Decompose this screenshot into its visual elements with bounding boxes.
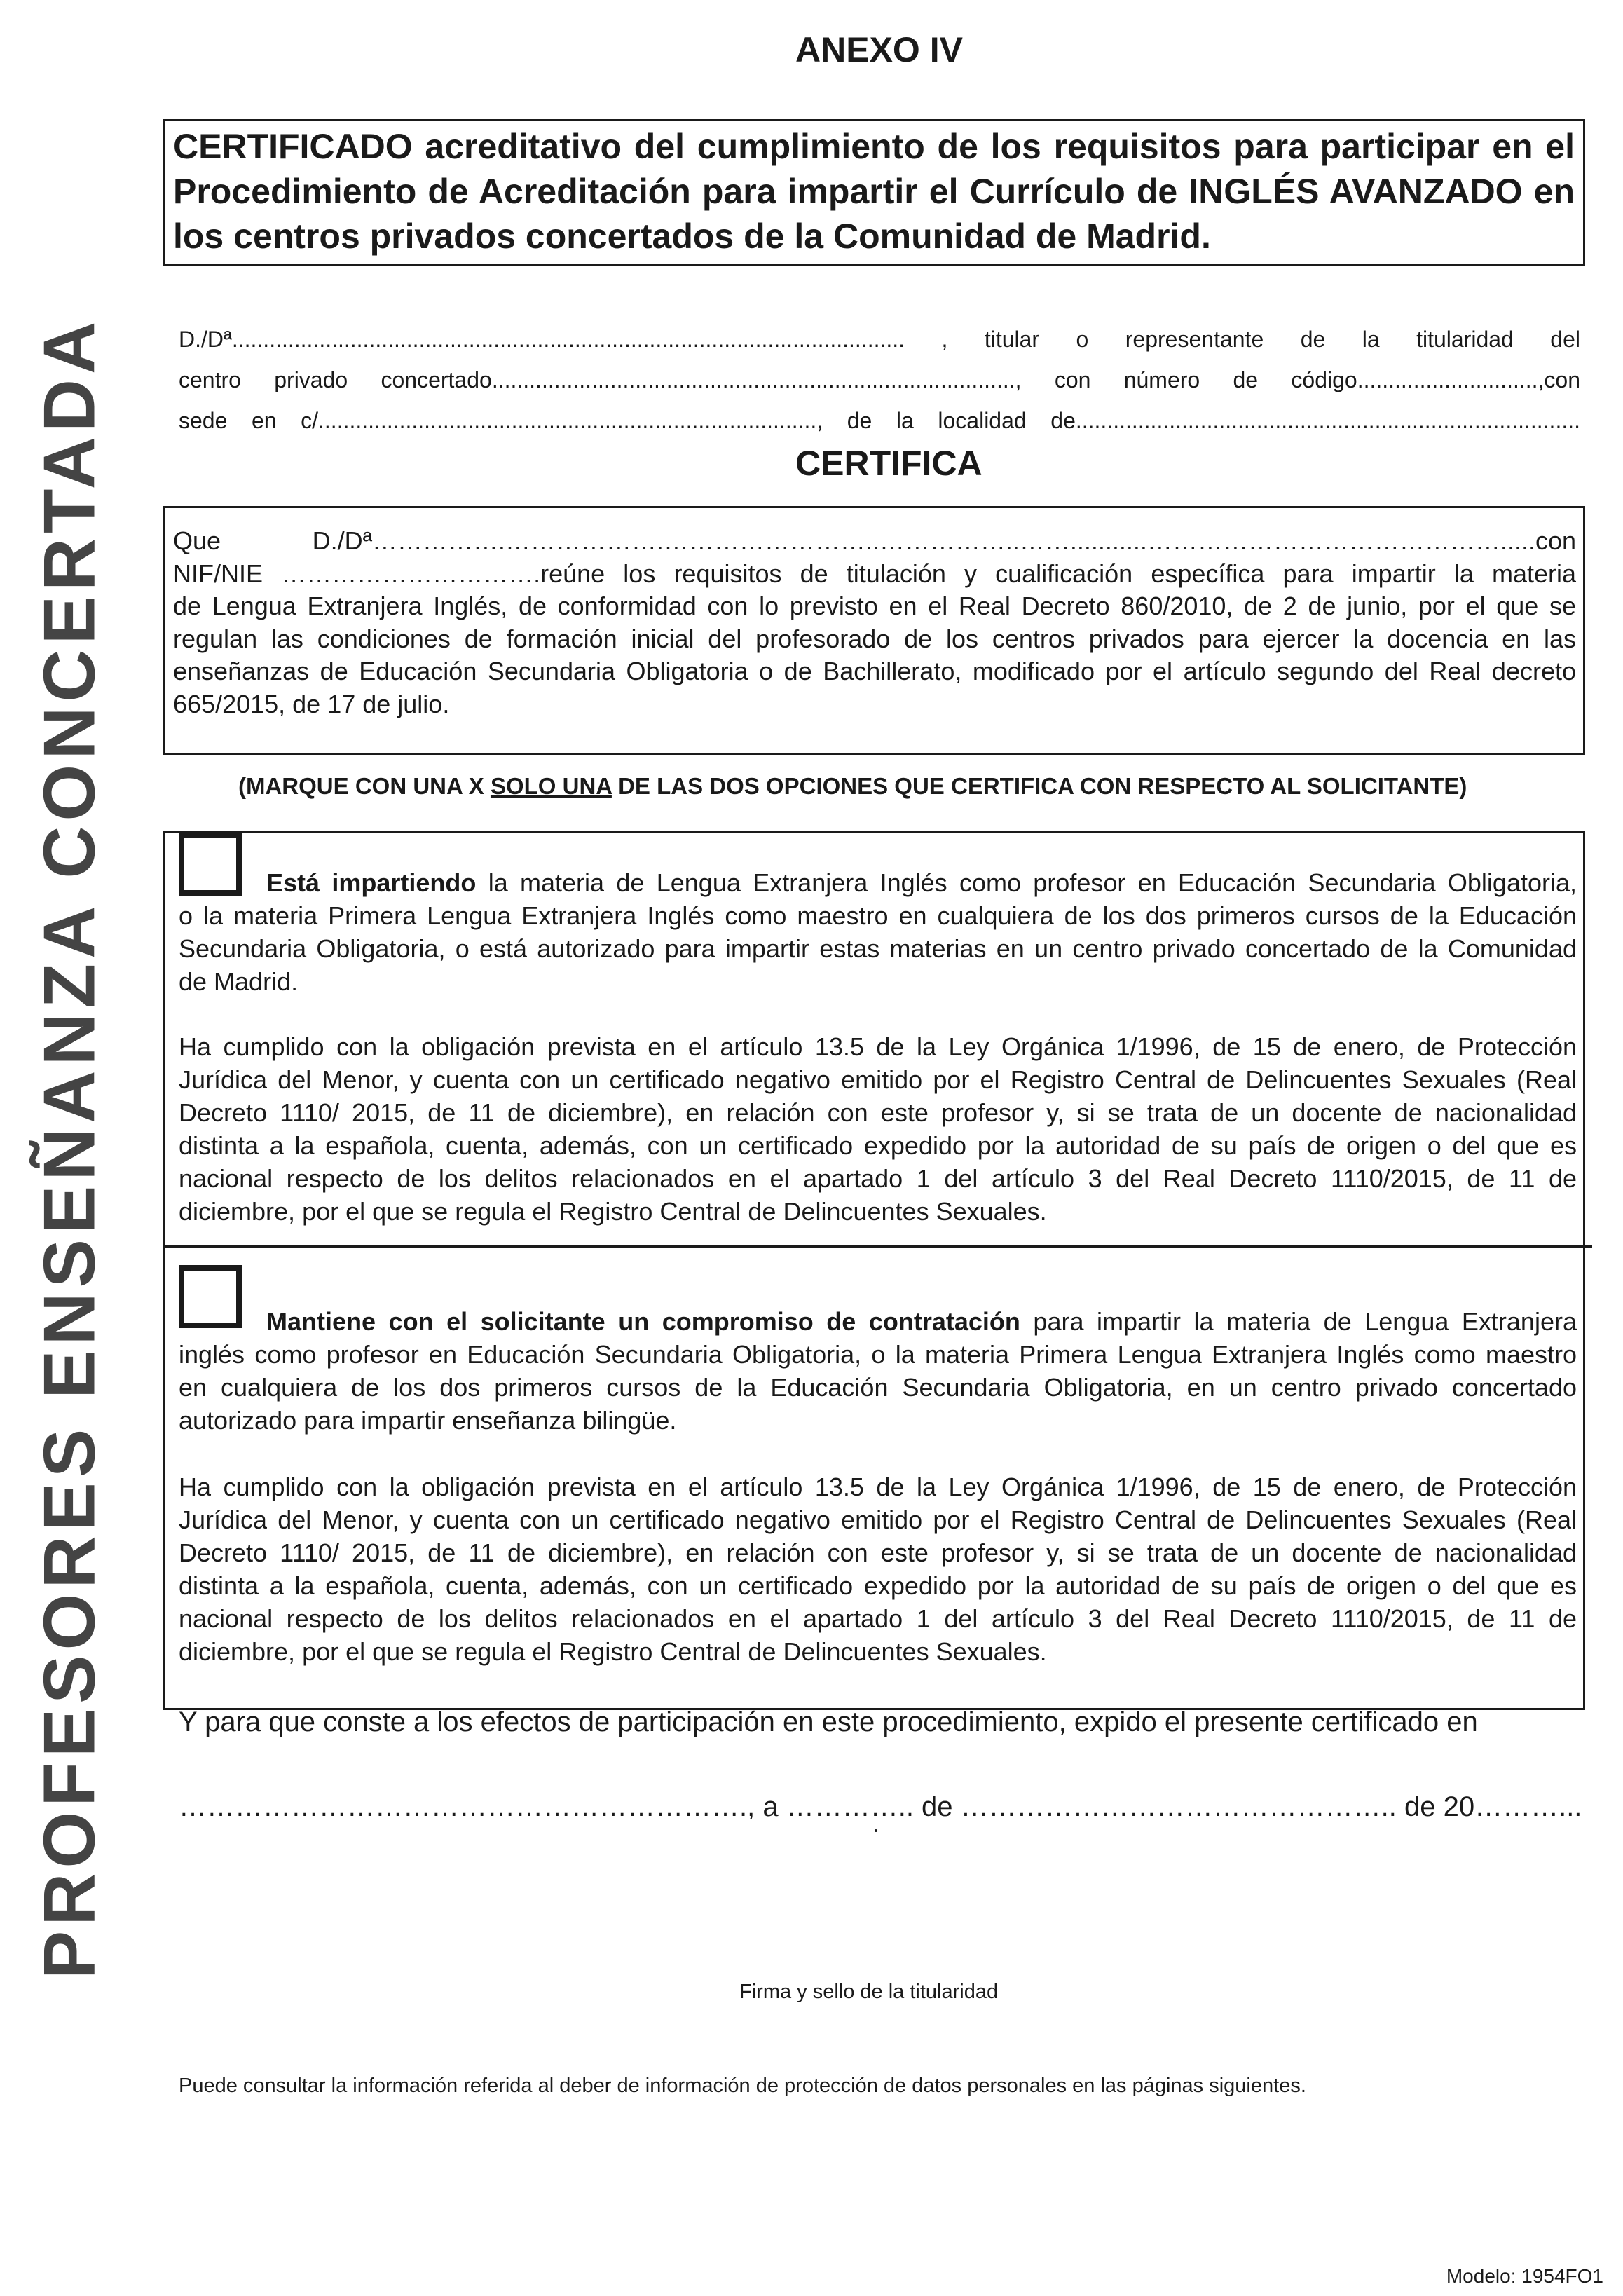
certifica-heading: CERTIFICA	[795, 444, 982, 483]
certifica-line: de Lengua Extranjera Inglés, de conformidad con lo previsto en el Real Decreto 860/2010, de 2 de junio, por el que se	[173, 592, 1576, 620]
options-divider	[163, 1245, 1592, 1248]
selection-instruction: (MARQUE CON UNA X SOLO UNA DE LAS DOS OPCIONES QUE CERTIFICA CON RESPECTO AL SOLICITANTE)	[238, 773, 1467, 799]
title-line: Procedimiento de Acreditación para impartir el Currículo de INGLÉS AVANZADO en	[173, 172, 1575, 211]
annex-title: ANEXO IV	[795, 30, 963, 69]
side-vertical-label: PROFESORES ENSEÑANZA CONCERTADA	[29, 316, 111, 1980]
intro-line-sede: sede en c/................................................................................, de la localidad de.................................................................................	[179, 408, 1580, 433]
option-commitment-registry-text: Ha cumplido con la obligación prevista en el artículo 13.5 de la Ley Orgánica 1/1996, de 15 de enero, de Protección Jurídica del Menor, y cuenta con un certificado negativo emitido por el Registro Central de Delincuentes Sexuales (Real Decreto 1110/ 2015, de 11 de diciembre), en relación con este profesor y, si se trata de un docente de nacionalidad distinta a la española, cuenta, además, con un certificado expedido por la autoridad de su país de origen o del que es nacional respecto de los delitos relacionados en el apartado 1 del artículo 3 del Real Decreto 1110/2015, de 11 de diciembre, por el que se regula el Registro Central de Delincuentes Sexuales.	[179, 1472, 1577, 1666]
certifica-line: regulan las condiciones de formación inicial del profesorado de los centros privados para ejercer la docencia en las	[173, 624, 1576, 653]
certifica-box	[163, 506, 1585, 755]
intro-line-name: D./Dª............................................................................................................ , titular o representante de la titularidad del	[179, 327, 1580, 352]
title-line: los centros privados concertados de la Comunidad de Madrid.	[173, 217, 1211, 256]
date-place-line: ……………………………………………………., a ………….. de ……………………………………….. de 20………...	[179, 1791, 1582, 1822]
option-commitment-bold: Mantiene con el solicitante un compromiso de contratación	[266, 1307, 1020, 1336]
certifica-line: Que D./Dª…………….……………….……………………..……………..……...........…………………………………….....con	[173, 526, 1576, 555]
certifica-line: enseñanzas de Educación Secundaria Obligatoria o de Bachillerato, modificado por el artículo segundo del Real decreto	[173, 657, 1576, 685]
intro-line-centro: centro privado concertado...................................................................................., con número de código.............................,con	[179, 367, 1580, 392]
title-box	[163, 119, 1585, 266]
privacy-note: Puede consultar la información referida al deber de información de protección de datos personales en las páginas siguientes.	[179, 2075, 1306, 2097]
option-commitment-text: Mantiene con el solicitante un compromiso de contratación para impartir la materia de Lengua Extranjera inglés como profesor en Educación Secundaria Obligatoria, o la materia Primera Lengua Extranjera Inglés como maestro en cualquiera de los dos primeros cursos de la Educación Secundaria Obligatoria, en un centro privado concertado autorizado para impartir enseñanza bilingüe.	[179, 1307, 1577, 1435]
title-line: CERTIFICADO acreditativo del cumplimiento de los requisitos para participar en el	[173, 127, 1575, 166]
option-imparting-registry-text: Ha cumplido con la obligación prevista en el artículo 13.5 de la Ley Orgánica 1/1996, de 15 de enero, de Protección Jurídica del Menor, y cuenta con un certificado negativo emitido por el Registro Central de Delincuentes Sexuales (Real Decreto 1110/ 2015, de 11 de diciembre), en relación con este profesor y, si se trata de un docente de nacionalidad distinta a la española, cuenta, además, con un certificado expedido por la autoridad de su país de origen o del que es nacional respecto de los delitos relacionados en el apartado 1 del artículo 3 del Real Decreto 1110/2015, de 11 de diciembre, por el que se regula el Registro Central de Delincuentes Sexuales.	[179, 1032, 1577, 1226]
certifica-line: 665/2015, de 17 de julio.	[173, 689, 450, 718]
certifica-line: NIF/NIE ………………………….reúne los requisitos de titulación y cualificación específica para impartir la materia	[173, 559, 1576, 588]
signature-label: Firma y sello de la titularidad	[739, 1981, 999, 2003]
intro-block	[179, 319, 1580, 441]
instruction-emphasis: SOLO UNA	[490, 773, 612, 799]
stray-dot	[875, 1829, 877, 1832]
model-code: Modelo: 1954FO1	[1446, 2265, 1603, 2287]
option-imparting-bold: Está impartiendo	[266, 868, 477, 897]
closing-statement: Y para que conste a los efectos de participación en este procedimiento, expido el presente certificado en	[179, 1707, 1478, 1737]
option-imparting-text: Está impartiendo la materia de Lengua Extranjera Inglés como profesor en Educación Secundaria Obligatoria, o la materia Primera Lengua Extranjera Inglés como maestro en cualquiera de los dos primeros cursos de la Educación Secundaria Obligatoria, o está autorizado para impartir estas materias en un centro privado concertado de la Comunidad de Madrid.	[179, 868, 1577, 996]
